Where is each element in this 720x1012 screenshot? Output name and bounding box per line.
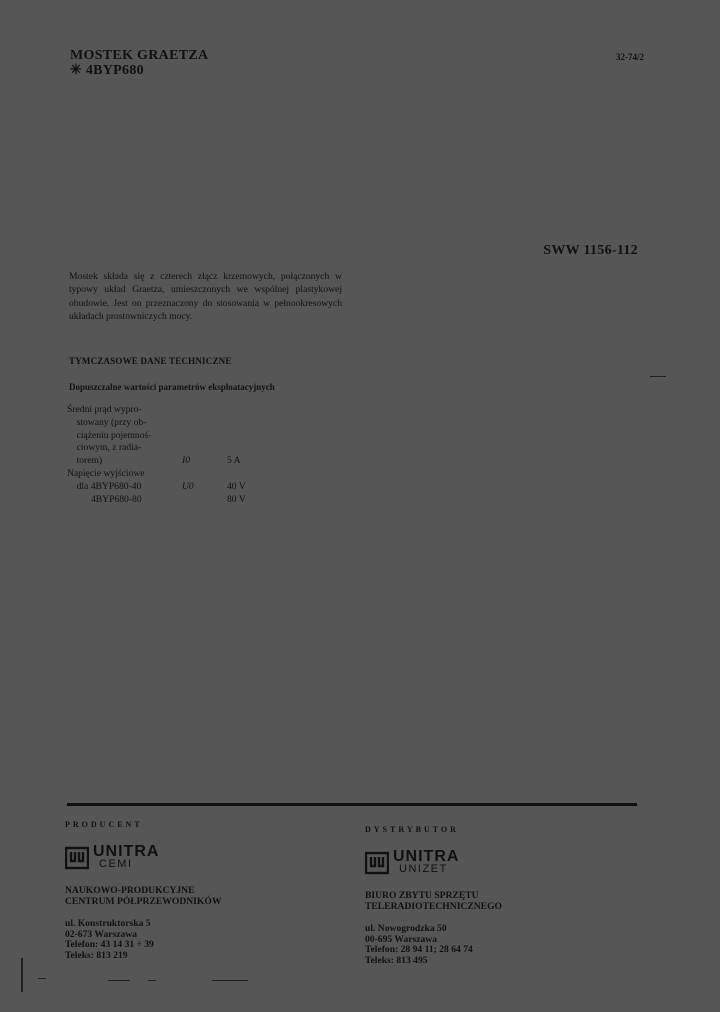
parameters-table xyxy=(67,404,257,506)
param-value: 5 A xyxy=(227,455,241,467)
param-text: torem) xyxy=(67,455,103,467)
param-text: Średni prąd wypro- xyxy=(67,404,142,415)
org-line: BIURO ZBYTU SPRZĘTU xyxy=(365,890,479,901)
producer-sub: CEMI xyxy=(99,858,133,870)
param-row xyxy=(67,494,257,507)
section-heading: TYMCZASOWE DANE TECHNICZNE xyxy=(69,356,232,366)
address-line: ul. Konstruktorska 5 xyxy=(65,918,151,929)
scan-artifact-bar xyxy=(21,958,23,992)
param-text: dla 4BYP680-40 xyxy=(67,480,142,492)
org-line: NAUKOWO-PRODUKCYJNE xyxy=(65,885,195,896)
org-line: CENTRUM PÓŁPRZEWODNIKÓW xyxy=(65,896,222,907)
param-value: 80 V xyxy=(227,493,246,505)
document-code: 32-74/2 xyxy=(616,52,644,62)
part-number: ✳ 4BYP680 xyxy=(70,63,144,78)
distributor-sub: UNIZET xyxy=(399,863,448,875)
scan-artifact-dash xyxy=(650,376,666,377)
distributor-address xyxy=(365,924,605,966)
param-symbol: I0 xyxy=(182,455,190,467)
param-row xyxy=(67,481,257,494)
description: Mostek składa się z czterech złącz krzemowych, połączonych w typowy układ Graetza, umieszczonych we wspólnej plastykowej obudowie. Jest on przeznaczony do stosowania w pełnookresowych układach prostowniczych mocy. xyxy=(69,271,342,323)
producer-block xyxy=(65,820,305,961)
scan-artifact-dash xyxy=(148,980,156,981)
footer-divider xyxy=(67,803,637,806)
sww-code: SWW 1156-112 xyxy=(543,243,638,258)
address-line: Teleks: 813 495 xyxy=(365,954,428,966)
param-text: 4BYP680-80 xyxy=(67,493,142,505)
address-line: 02-673 Warszawa xyxy=(65,928,138,940)
address-line: Teleks: 813 219 xyxy=(65,949,128,961)
param-symbol: U0 xyxy=(182,480,194,492)
distributor-org xyxy=(365,890,605,912)
section-subheading: Dopuszczalne wartości parametrów eksploatacyjnych xyxy=(69,382,275,392)
address-line: Telefon: 28 94 11; 28 64 74 xyxy=(365,944,473,955)
param-value: 40 V xyxy=(227,480,246,492)
address-line: 00-695 Warszawa xyxy=(365,933,438,945)
producer-address xyxy=(65,919,305,961)
param-row xyxy=(67,468,257,481)
distributor-label: DYSTRYBUTOR xyxy=(365,825,459,834)
param-row xyxy=(67,404,257,417)
param-text: ciowym, z radia- xyxy=(67,442,142,454)
param-text: stowany (przy ob- xyxy=(67,416,147,428)
unitra-logo-icon xyxy=(65,846,89,870)
param-row xyxy=(67,417,257,430)
producer-brand: UNITRA xyxy=(93,843,160,860)
scan-artifact-dash xyxy=(212,980,248,981)
producer-label: PRODUCENT xyxy=(65,820,143,829)
scan-artifact-dash xyxy=(108,980,130,981)
producer-org xyxy=(65,885,305,907)
distributor-brand: UNITRA xyxy=(393,848,460,865)
distributor-block xyxy=(365,825,605,966)
document-title-block xyxy=(70,48,208,78)
address-line: Telefon: 43 14 31 ÷ 39 xyxy=(65,939,154,950)
param-text: Napięcie wyjściowe xyxy=(67,467,145,479)
org-line: TELERADIOTECHNICZNEGO xyxy=(365,901,503,912)
producer-logo xyxy=(65,843,305,873)
address-line: ul. Nowogrodzka 50 xyxy=(365,923,447,934)
distributor-logo xyxy=(365,848,605,878)
param-row xyxy=(67,455,257,468)
scan-artifact-dash xyxy=(38,978,46,979)
param-row xyxy=(67,442,257,455)
unitra-logo-icon xyxy=(365,851,389,875)
document-title: MOSTEK GRAETZA xyxy=(70,48,209,63)
param-row xyxy=(67,430,257,443)
param-text: ciążeniu pojemnoś- xyxy=(67,429,152,441)
